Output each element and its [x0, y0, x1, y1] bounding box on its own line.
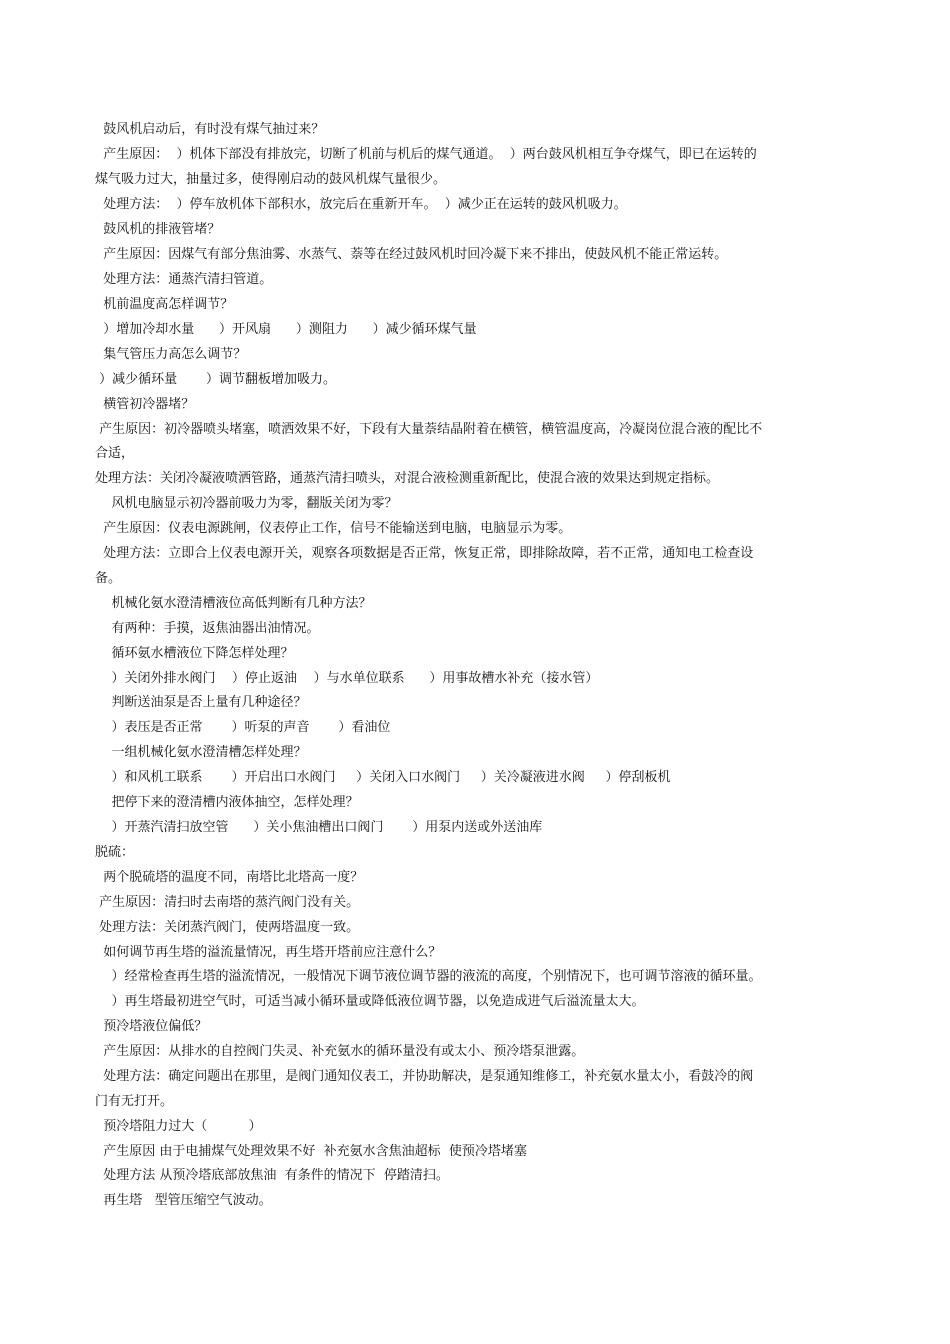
text-line: 产生原因：清扫时去南塔的蒸汽阀门没有关。	[95, 895, 360, 910]
text-line: 产生原因 由于电捕煤气处理效果不好 补充氨水含焦油超标 使预冷塔堵塞	[95, 1144, 527, 1159]
text-line: 循环氨水槽液位下降怎样处理？	[95, 646, 294, 661]
text-line: 处理方法： ）停车放机体下部积水，放完后在重新开车。 ）减少正在运转的鼓风机吸力。	[95, 197, 627, 212]
text-line: 预冷塔液位偏低？	[95, 1019, 208, 1034]
text-line: 两个脱硫塔的温度不同，南塔比北塔高一度？	[95, 870, 364, 885]
text-line: 预冷塔阻力过大（ ）	[95, 1119, 262, 1134]
text-line: ）再生塔最初进空气时，可适当减小循环量或降低液位调节器，以免造成进气后溢流量太大。	[95, 994, 645, 1009]
text-line: 鼓风机启动后，有时没有煤气抽过来？	[95, 122, 325, 137]
text-line: 把停下来的澄清槽内液体抽空，怎样处理？	[95, 795, 359, 810]
text-line: ）表压是否正常 ）听泵的声音 ）看油位	[95, 720, 391, 735]
text-line: 集气管压力高怎么调节？	[95, 347, 247, 362]
text-line: ）经常检查再生塔的溢流情况，一般情况下调节液位调节器的液流的高度，个别情况下，也可调节溶液的循环量。	[95, 969, 762, 984]
text-line: 处理方法：确定问题出在那里，是阀门通知仪表工，并协助解决，是泵通知维修工，补充氨水量太小，看鼓冷的阀	[95, 1069, 754, 1084]
text-line: ）减少循环量 ）调节翻板增加吸力。	[95, 372, 337, 387]
text-line: 处理方法：立即合上仪表电源开关，观察各项数据是否正常，恢复正常，即排除故障，若不正常，通知电工检查设	[95, 546, 754, 561]
section-heading: 脱硫：	[95, 845, 135, 860]
text-line: 机前温度高怎样调节？	[95, 297, 234, 312]
text-line: 如何调节再生塔的溢流量情况，再生塔开塔前应注意什么？	[95, 945, 442, 960]
text-line: ）关闭外排水阀门 ）停止返油 ）与水单位联系 ）用事故槽水补充（接水管）	[95, 671, 599, 686]
text-line: 产生原因：仪表电源跳闸，仪表停止工作，信号不能输送到电脑，电脑显示为零。	[95, 521, 572, 536]
text-line: 产生原因： ）机体下部没有排放完，切断了机前与机后的煤气通道。 ）两台鼓风机相互争夺煤气，即已在运转的	[95, 147, 757, 162]
text-line: 鼓风机的排液管堵？	[95, 222, 221, 237]
text-line: 产生原因：初冷器喷头堵塞，喷洒效果不好，下段有大量萘结晶附着在横管，横管温度高，冷凝岗位混合液的配比不	[95, 422, 763, 437]
text-line: 处理方法 从预冷塔底部放焦油 有条件的情况下 停踏清扫。	[95, 1168, 449, 1183]
text-line: 产生原因：因煤气有部分焦油雾、水蒸气、萘等在经过鼓风机时回冷凝下来不排出，使鼓风机不能正常运转。	[95, 247, 728, 262]
text-line: ）开蒸汽清扫放空管 ）关小焦油槽出口阀门 ）用泵内送或外送油库	[95, 820, 543, 835]
text-line: 再生塔 型管压缩空气波动。	[95, 1193, 272, 1208]
text-line: 煤气吸力过大，抽量过多，使得刚启动的鼓风机煤气量很少。	[95, 172, 447, 187]
text-line: 产生原因：从排水的自控阀门失灵、补充氨水的循环量没有或太小、预冷塔泵泄露。	[95, 1044, 585, 1059]
text-line: 判断送油泵是否上量有几种途径？	[95, 695, 307, 710]
text-line: 备。	[95, 571, 122, 586]
text-line: 机械化氨水澄清槽液位高低判断有几种方法？	[95, 596, 372, 611]
text-line: 横管初冷器堵？	[95, 397, 195, 412]
text-line: 处理方法：关闭冷凝液喷洒管路，通蒸汽清扫喷头，对混合液检测重新配比，使混合液的效果达到规定指标。	[95, 471, 720, 486]
text-line: 门有无打开。	[95, 1094, 174, 1109]
text-line: 一组机械化氨水澄清槽怎样处理？	[95, 745, 307, 760]
text-line: 风机电脑显示初冷器前吸力为零，翻版关闭为零？	[95, 496, 398, 511]
text-line: 合适，	[95, 446, 135, 461]
text-line: 处理方法：通蒸汽清扫管道。	[95, 272, 273, 287]
text-line: 有两种：手摸，返焦油器出油情况。	[95, 621, 320, 636]
text-line: 处理方法：关闭蒸汽阀门，使两塔温度一致。	[95, 920, 360, 935]
text-line: ）和风机工联系 ）开启出口水阀门 ）关闭入口水阀门 ）关冷凝液进水阀 ）停刮板机	[95, 770, 671, 785]
text-line: ）增加冷却水量 ）开风扇 ）测阻力 ）减少循环煤气量	[95, 322, 477, 337]
